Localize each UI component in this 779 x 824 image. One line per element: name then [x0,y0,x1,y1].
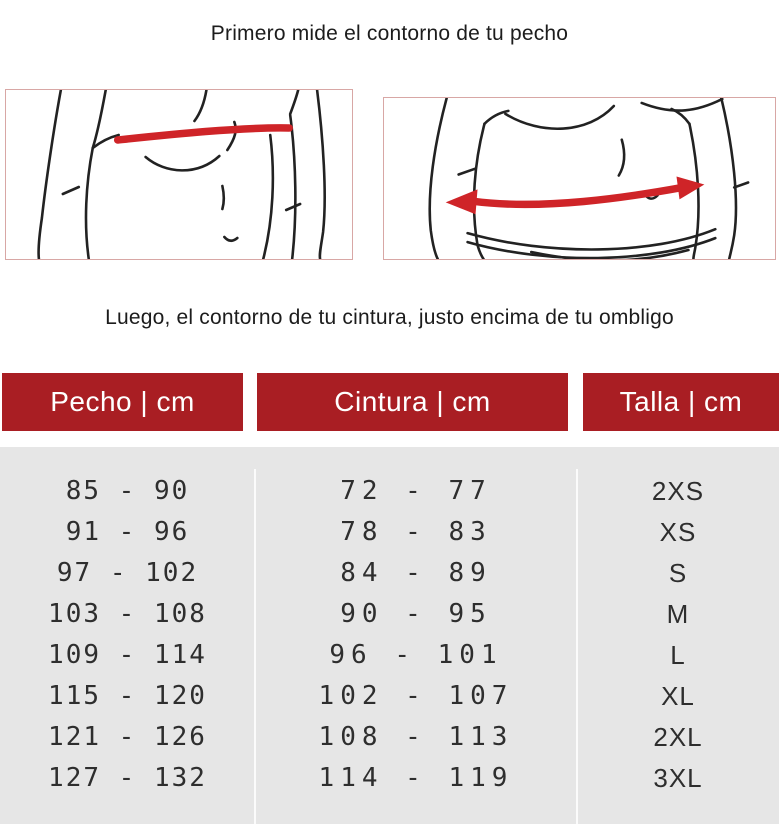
arrow-left-head-icon [446,189,478,214]
table-cell-chest: 97 - 102 [56,558,199,588]
table-cell-size: XL [661,681,695,711]
table-row [0,471,779,512]
table-cell-size: M [666,599,690,629]
table-cell-size: 3XL [653,763,703,793]
table-row [0,717,779,758]
table-cell-waist: 108 - 113 [318,722,514,752]
table-cell-size: L [670,640,686,670]
table-cell-waist: 102 - 107 [318,681,514,711]
chest-torso-drawing-icon [6,90,352,259]
column-divider [576,469,578,824]
table-cell-size: XS [659,517,697,547]
table-header-chest: Pecho | cm [2,373,243,431]
table-cell-size: 2XS [651,476,705,506]
chest-instruction-text: Primero mide el contorno de tu pecho [210,22,569,45]
table-cell-chest: 85 - 90 [65,476,190,506]
table-cell-waist: 96 - 101 [329,640,503,670]
arrow-right-head-icon [677,177,705,200]
table-row [0,758,779,799]
table-cell-waist: 114 - 119 [318,763,514,793]
table-cell-waist: 72 - 77 [340,476,492,506]
table-cell-waist: 78 - 83 [340,517,492,547]
waist-measurement-illustration [383,97,776,260]
waist-measure-arrow [474,187,683,204]
table-cell-chest: 127 - 132 [48,763,207,793]
chest-measurement-illustration [5,89,353,260]
waist-torso-drawing-icon [384,98,775,259]
table-row [0,512,779,553]
waist-instruction-text: Luego, el contorno de tu cintura, justo encima de tu ombligo [105,306,674,329]
table-row [0,676,779,717]
table-cell-size: S [668,558,688,588]
table-cell-chest: 91 - 96 [65,517,190,547]
table-cell-chest: 115 - 120 [48,681,207,711]
table-header-waist: Cintura | cm [257,373,568,431]
table-cell-waist: 84 - 89 [340,558,492,588]
table-cell-waist: 90 - 95 [340,599,492,629]
chest-measure-line [118,128,290,140]
column-divider [254,469,256,824]
table-row [0,594,779,635]
table-cell-chest: 109 - 114 [48,640,207,670]
table-cell-chest: 103 - 108 [48,599,207,629]
table-cell-size: 2XL [653,722,703,752]
table-row [0,553,779,594]
size-table-body [0,447,779,824]
table-row [0,635,779,676]
table-header-size: Talla | cm [583,373,779,431]
table-cell-chest: 121 - 126 [48,722,207,752]
